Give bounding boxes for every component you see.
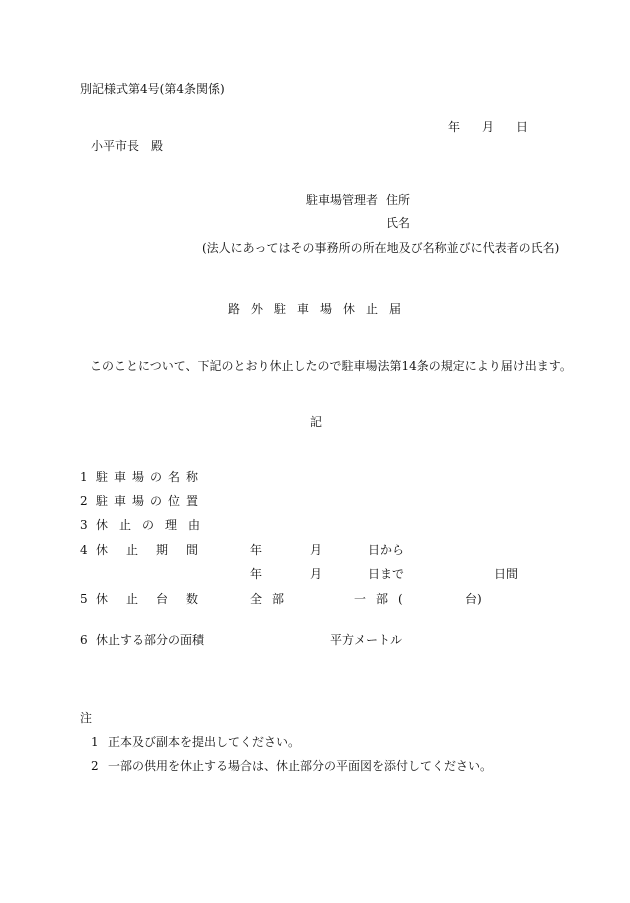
item-number: 5 [80,592,88,606]
item-label: 休止の理由 [96,518,212,532]
period-days: 日間 [494,567,519,581]
note-text: 正本及び副本を提出してください。 [108,735,301,749]
period-from-day: 日から [368,543,405,557]
item-label: 休止期間 [96,543,217,557]
item-number: 3 [80,518,88,532]
form-label: 別記様式第4号(第4条関係) [80,82,225,96]
notes-heading: 注 [80,711,93,725]
period-to-year: 年 [250,567,263,581]
count-part: 一部( [354,592,413,606]
item-number: 4 [80,543,88,557]
item-label: 駐車場の位置 [96,494,205,508]
item-label: 駐車場の名称 [96,470,205,484]
count-unit: 台) [465,592,482,606]
addressee: 小平市長 殿 [91,139,164,153]
date-day: 日 [516,120,529,134]
period-from-month: 月 [310,543,323,557]
corporate-note: (法人にあってはその事務所の所在地及び名称並びに代表者の氏名) [202,241,560,255]
count-all: 全部 [250,592,295,606]
applicant-address-label: 住所 [386,193,411,207]
note-text: 一部の供用を休止する場合は、休止部分の平面図を添付してください。 [108,759,493,773]
period-to-day: 日まで [368,567,405,581]
item-number: 2 [80,494,88,508]
item-number: 6 [80,633,88,647]
note-number: 1 [91,735,99,749]
applicant-name-label: 氏名 [386,216,411,230]
note-number: 2 [91,759,99,773]
period-to-month: 月 [310,567,323,581]
ki-heading: 記 [310,415,323,429]
item-label: 休止台数 [96,592,217,606]
date-year: 年 [448,120,461,134]
applicant-role: 駐車場管理者 [306,193,379,207]
date-month: 月 [482,120,495,134]
item-number: 1 [80,470,88,484]
period-from-year: 年 [250,543,263,557]
page-title: 路外駐車場休止届 [228,302,413,316]
statement: このことについて、下記のとおり休止したので駐車場法第14条の規定により届け出ます。 [90,359,572,373]
item-label: 休止する部分の面積 [96,633,205,647]
area-unit: 平方メートル [330,633,403,647]
